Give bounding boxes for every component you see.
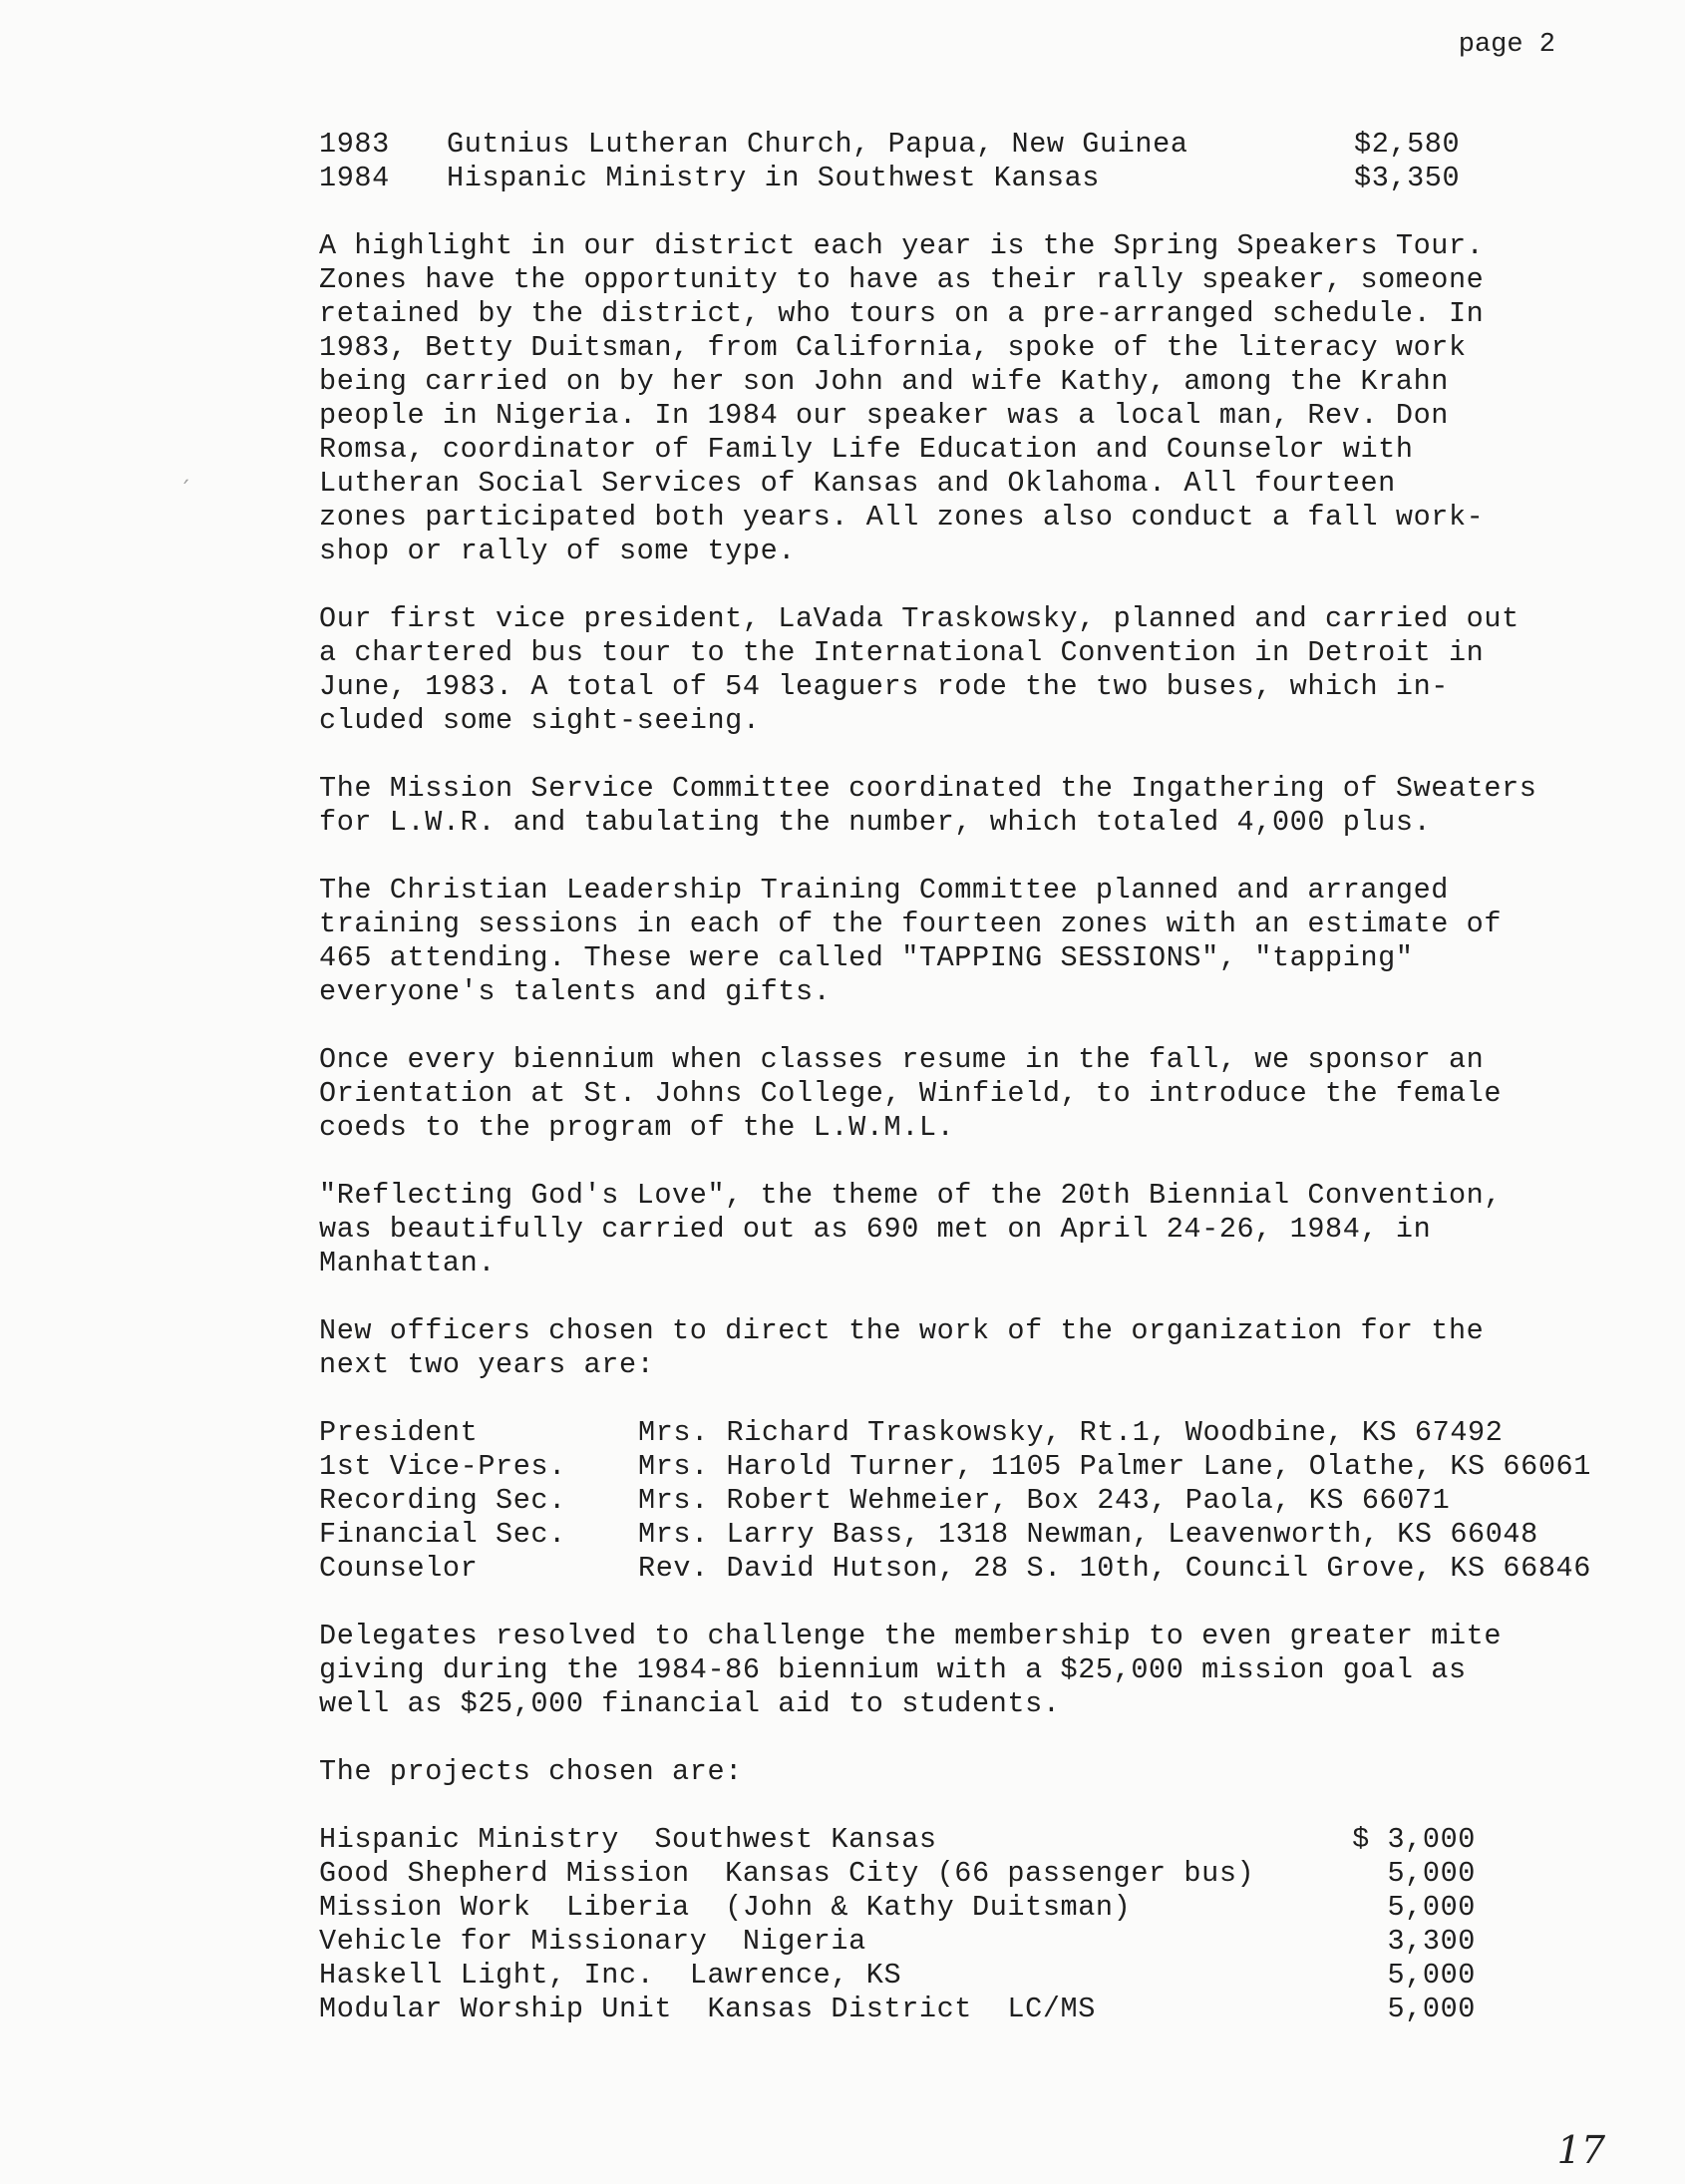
project-name: Haskell Light, Inc. Lawrence, KS — [319, 1959, 902, 1992]
officer-name: Mrs. Harold Turner, 1105 Palmer Lane, Olathe, KS 66061 — [638, 1450, 1591, 1483]
officers-list — [319, 1416, 1615, 1586]
officer-name: Rev. David Hutson, 28 S. 10th, Council Grove, KS 66846 — [638, 1552, 1591, 1585]
project-name: Vehicle for Missionary Nigeria — [319, 1925, 866, 1958]
project-name: Modular Worship Unit Kansas District LC/MS — [319, 1993, 1096, 2025]
paragraph-officers-intro: New officers chosen to direct the work of the organization for the next two years are: — [319, 1314, 1485, 1381]
projects-intro: The projects chosen are: — [319, 1755, 743, 1788]
officer-name: Mrs. Richard Traskowsky, Rt.1, Woodbine, KS 67492 — [638, 1416, 1504, 1449]
project-amount: 3,300 — [1387, 1925, 1476, 1958]
officer-title: Recording Sec. — [319, 1484, 566, 1517]
officer-row — [319, 1450, 1615, 1484]
page-body — [319, 128, 1615, 2026]
gifts-list — [319, 128, 1615, 195]
gift-row — [319, 162, 1615, 195]
gift-year: 1983 — [319, 128, 390, 161]
officer-title: Financial Sec. — [319, 1518, 566, 1551]
paragraph-convention: "Reflecting God's Love", the theme of the 20th Biennial Convention, was beautifully carried out as 690 met on April 24-26, 1984, in Manhattan. — [319, 1179, 1503, 1279]
project-amount: $ 3,000 — [1352, 1823, 1476, 1856]
gift-amount: $2,580 — [1354, 128, 1461, 161]
officer-row — [319, 1416, 1615, 1450]
paragraph-sweaters: The Mission Service Committee coordinated the Ingathering of Sweaters for L.W.R. and tabulating the number, which totaled 4,000 plus. — [319, 772, 1537, 839]
paragraph-delegates: Delegates resolved to challenge the membership to even greater mite giving during the 1984-86 biennium with a $25,000 mission goal as well as $25,000 financial aid to students. — [319, 1620, 1503, 1720]
project-row — [319, 1959, 1615, 1993]
officer-row — [319, 1552, 1615, 1586]
gift-year: 1984 — [319, 162, 390, 194]
project-row — [319, 1891, 1615, 1925]
paragraph-training: The Christian Leadership Training Committee planned and arranged training sessions in each of the fourteen zones with an estimate of 465 attending. These were called "TAPPING SESSIONS", "tapping" everyone's talents and gifts. — [319, 874, 1503, 1008]
paragraph-bus-tour: Our first vice president, LaVada Traskowsky, planned and carried out a chartered bus tour to the International Convention in Detroit in June, 1983. A total of 54 leaguers rode the two buses, which in- cluded some sight-seeing. — [319, 602, 1519, 737]
projects-list — [319, 1823, 1615, 2026]
gift-row — [319, 128, 1615, 162]
project-name: Good Shepherd Mission Kansas City (66 passenger bus) — [319, 1857, 1255, 1890]
project-name: Mission Work Liberia (John & Kathy Duitsman) — [319, 1891, 1132, 1924]
project-row — [319, 1993, 1615, 2026]
project-amount: 5,000 — [1387, 1857, 1476, 1890]
gift-description: Gutnius Lutheran Church, Papua, New Guinea — [447, 128, 1188, 161]
page-number: page 2 — [1458, 30, 1555, 60]
project-amount: 5,000 — [1387, 1993, 1476, 2025]
project-amount: 5,000 — [1387, 1959, 1476, 1992]
project-row — [319, 1857, 1615, 1891]
project-row — [319, 1823, 1615, 1857]
paragraph-speakers-tour: A highlight in our district each year is the Spring Speakers Tour. Zones have the opportunity to have as their rally speaker, someone retained by the district, who tours on a pre-arranged schedule. In 1983, Betty Duitsman, from California, spoke of the literacy work being carried on by her son John and wife Kathy, among the Krahn people in Nigeria. In 1984 our speaker was a local man, Rev. Don Romsa, coordinator of Family Life Education and Counselor with Lutheran Social Services of Kansas and Oklahoma. All fourteen zones participated both years. All zones also conduct a fall work- shop or rally of some type. — [319, 229, 1485, 567]
officer-name: Mrs. Larry Bass, 1318 Newman, Leavenworth, KS 66048 — [638, 1518, 1538, 1551]
paragraph-orientation: Once every biennium when classes resume in the fall, we sponsor an Orientation at St. Johns College, Winfield, to introduce the female coeds to the program of the L.W.M.L. — [319, 1043, 1503, 1144]
officer-row — [319, 1484, 1615, 1518]
gift-amount: $3,350 — [1354, 162, 1461, 194]
officer-name: Mrs. Robert Wehmeier, Box 243, Paola, KS 66071 — [638, 1484, 1451, 1517]
gift-description: Hispanic Ministry in Southwest Kansas — [447, 162, 1101, 194]
officer-title: President — [319, 1416, 479, 1449]
officer-title: Counselor — [319, 1552, 479, 1585]
handwritten-page-number: 17 — [1556, 2128, 1605, 2172]
project-name: Hispanic Ministry Southwest Kansas — [319, 1823, 937, 1856]
project-amount: 5,000 — [1387, 1891, 1476, 1924]
officer-title: 1st Vice-Pres. — [319, 1450, 566, 1483]
project-row — [319, 1925, 1615, 1959]
stray-mark: ´ — [179, 479, 190, 504]
officer-row — [319, 1518, 1615, 1552]
